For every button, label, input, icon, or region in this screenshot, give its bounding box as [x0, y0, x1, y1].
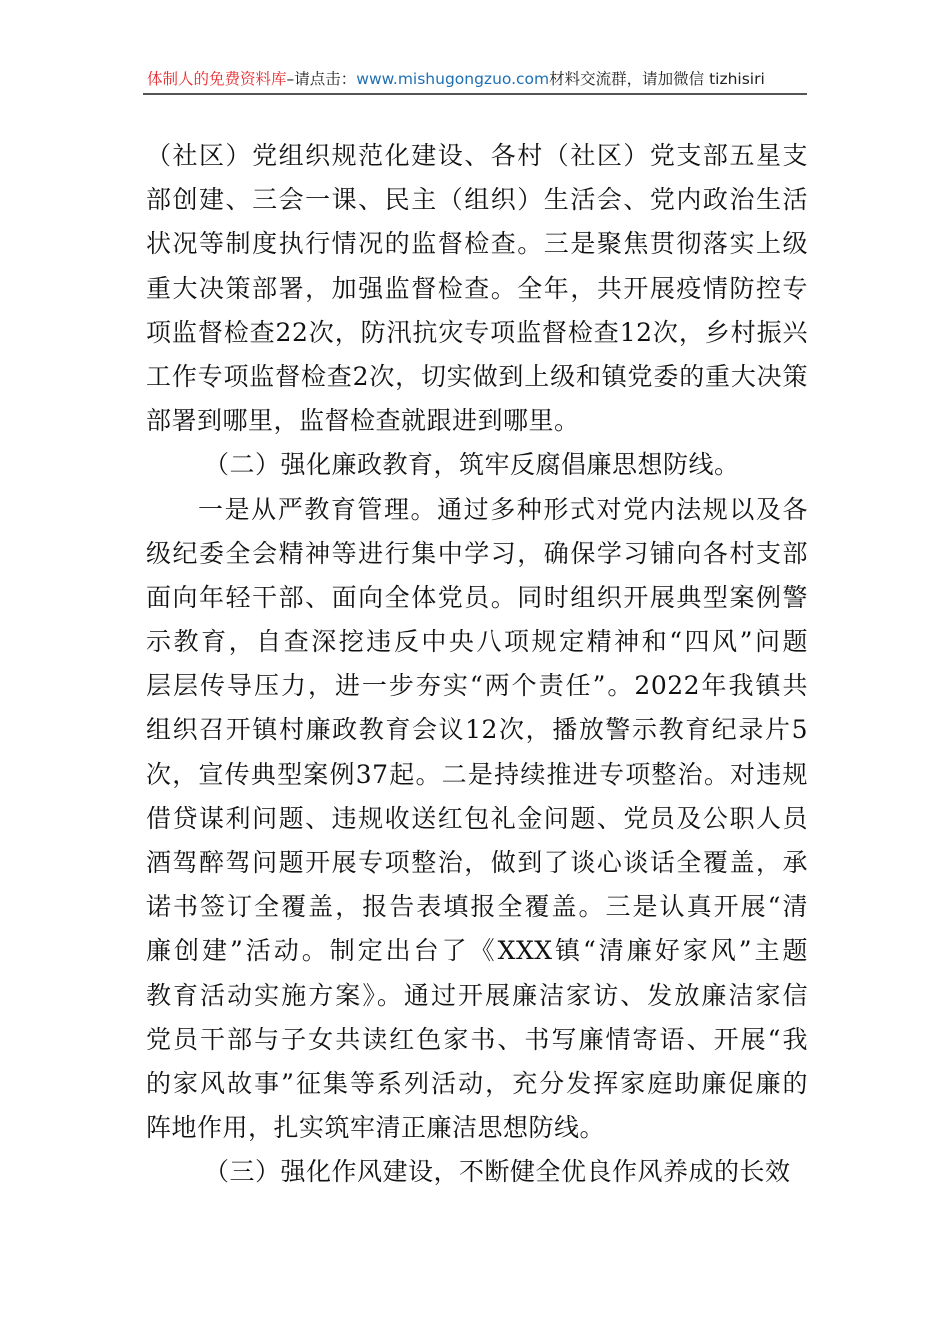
paragraph-line: 借贷谋利问题、违规收送红包礼金问题、党员及公职人员: [146, 803, 808, 833]
paragraph-line: 一是从严教育管理。通过多种形式对党内法规以及各: [198, 494, 808, 524]
header-prompt: –请点击：: [286, 70, 357, 88]
paragraph-line: 教育活动实施方案》。通过开展廉洁家访、发放廉洁家信: [146, 980, 808, 1010]
paragraph-line: 项监督检查22次，防汛抗灾专项监督检查12次，乡村振兴: [146, 317, 808, 347]
paragraph-line: 组织召开镇村廉政教育会议12次，播放警示教育纪录片5: [146, 715, 808, 745]
header-suffix: 材料交流群，请加微信 tizhisiri: [549, 70, 765, 88]
header-divider: [143, 93, 807, 95]
paragraph-line: 示教育，自查深挖违反中央八项规定精神和“四风”问题: [146, 627, 808, 657]
document-body: [146, 134, 808, 1195]
paragraph-line: 级纪委全会精神等进行集中学习，确保学习铺向各村支部: [146, 538, 808, 568]
paragraph-line: 酒驾醉驾问题开展专项整治，做到了谈心谈话全覆盖，承: [146, 848, 808, 877]
paragraph-line: 部署到哪里，监督检查就跟进到哪里。: [146, 406, 580, 436]
header-brand: 体制人的免费资料库: [147, 70, 287, 88]
paragraph-line: 部创建、三会一课、民主（组织）生活会、党内政治生活: [146, 185, 808, 215]
paragraph-line: 诺书签订全覆盖，报告表填报全覆盖。三是认真开展“清: [146, 892, 808, 922]
paragraph-line: 工作专项监督检查2次，切实做到上级和镇党委的重大决策: [146, 361, 808, 391]
section-heading-3: （三）强化作风建设，不断健全优良作风养成的长效: [204, 1157, 791, 1187]
paragraph-line: 状况等制度执行情况的监督检查。三是聚焦贯彻落实上级: [146, 229, 808, 259]
paragraph-line: 次，宣传典型案例37起。二是持续推进专项整治。对违规: [146, 759, 808, 789]
paragraph-line: 重大决策部署，加强监督检查。全年，共开展疫情防控专: [146, 273, 808, 303]
paragraph-line: 的家风故事”征集等系列活动，充分发挥家庭助廉促廉的: [146, 1068, 808, 1098]
paragraph-line: 阵地作用，扎实筑牢清正廉洁思想防线。: [146, 1113, 606, 1143]
paragraph-line: 廉创建”活动。制定出台了《XXX镇“清廉好家风”主题: [146, 936, 808, 966]
watermark-header: [147, 66, 807, 92]
paragraph-line: 层层传导压力，进一步夯实“两个责任”。2022年我镇共: [146, 671, 808, 701]
paragraph-line: （社区）党组织规范化建设、各村（社区）党支部五星支: [146, 141, 808, 170]
paragraph-line: 党员干部与子女共读红色家书、书写廉情寄语、开展“我: [146, 1024, 808, 1054]
header-url-link[interactable]: www.mishugongzuo.com: [356, 70, 550, 88]
section-heading-2: （二）强化廉政教育，筑牢反腐倡廉思想防线。: [204, 450, 740, 480]
paragraph-line: 面向年轻干部、面向全体党员。同时组织开展典型案例警: [146, 582, 808, 612]
